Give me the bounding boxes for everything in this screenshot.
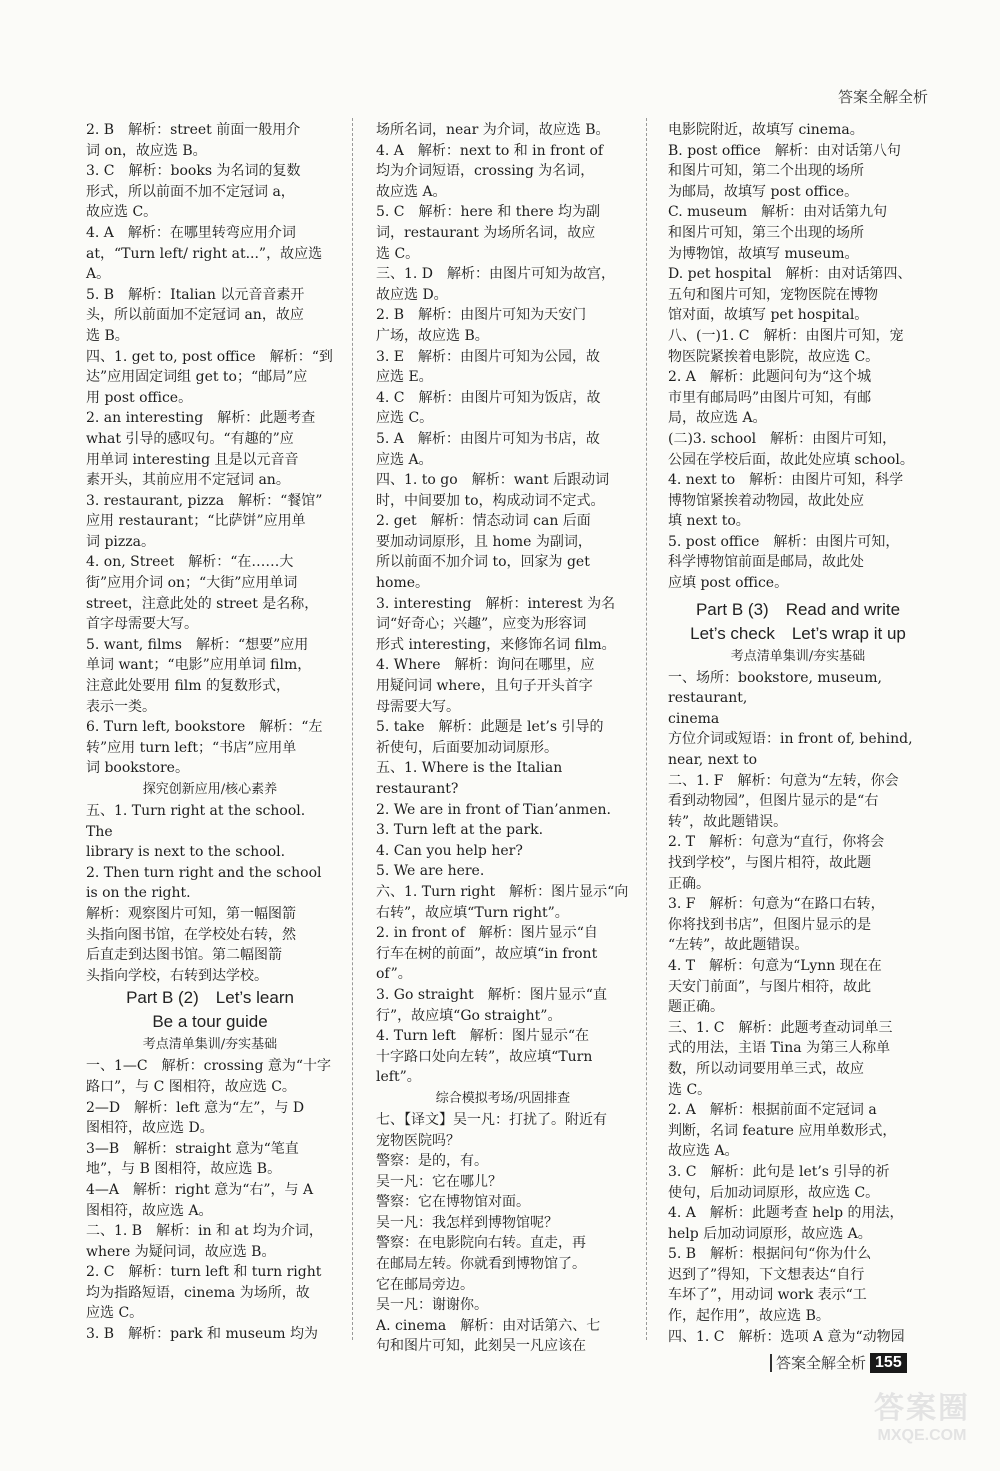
- answer-block: [86, 120, 334, 779]
- answer-line: 警察：在电影院向右转。直走，再: [376, 1235, 586, 1252]
- answer-line: 故应选 A。: [376, 183, 447, 200]
- answer-line: 吴一凡：谢谢你。: [376, 1297, 488, 1314]
- page-footer: [770, 1352, 907, 1373]
- answer-line: 词，restaurant 为场所名词，故应: [376, 224, 596, 241]
- answer-line: 4. A 解析：在哪里转弯应用介词: [86, 224, 296, 241]
- answer-block: [668, 668, 928, 1348]
- answer-line: 词“好奇心；兴趣”，应变为形容词: [376, 616, 587, 633]
- answer-line: 八、(一)1. C 解析：由图片可知，宠: [668, 327, 904, 344]
- answer-line: 式的用法，主语 Tina 为第三人称单: [668, 1040, 891, 1057]
- answer-line: 句和图片可知，此刻吴一凡应该在: [376, 1338, 586, 1355]
- column-left: [86, 120, 334, 1345]
- answer-line: 4. Where 解析：询问在哪里，应: [376, 657, 595, 674]
- answer-line: 3—B 解析：straight 意为“笔直: [86, 1140, 299, 1157]
- answer-line: 宠物医院吗？: [376, 1132, 460, 1149]
- answer-line: 所以前面不加介词 to，回家为 get: [376, 554, 590, 571]
- answer-line: 注意此处要用 film 的复数形式，: [86, 678, 290, 695]
- answer-line: 2. T 解析：句意为“直行，你将会: [668, 834, 885, 851]
- answer-line: 5. A 解析：由图片可知为书店，故: [376, 430, 600, 447]
- answer-line: 天安门前面”，与图片相符，故此: [668, 978, 872, 995]
- answer-line: 为博物馆，故填写 museum。: [668, 245, 859, 262]
- answer-line: 5. B 解析：Italian 以元音音素开: [86, 286, 305, 303]
- answer-line: 六、1. Turn right 解析：图片显示“向: [376, 883, 629, 900]
- answer-line: 右转”，故应填“Turn right”。: [376, 904, 569, 921]
- answer-line: 头指向学校，右转到达学校。: [86, 967, 268, 984]
- answer-line: 3. C 解析：此句是 let’s 引导的祈: [668, 1163, 890, 1180]
- answer-line: 选 C。: [376, 245, 420, 262]
- answer-block: [668, 120, 928, 594]
- answer-line: 和图片可知，第二个出现的场所: [668, 163, 864, 180]
- answer-line: 3. Go straight 解析：图片显示“直: [376, 986, 607, 1003]
- answer-line: 五句和图片可知，宠物医院在博物: [668, 286, 878, 303]
- answer-line: 吴一凡：我怎样到博物馆呢？: [376, 1214, 558, 1231]
- answer-line: 找到学校”，与图片相符，故此题: [668, 855, 872, 871]
- answer-line: 你将找到书店”，但图片显示的是: [668, 916, 872, 933]
- answer-line: 市里有邮局吗”由图片可知，有邮: [668, 389, 872, 406]
- page-header: 答案全解全析: [837, 89, 928, 106]
- answer-line: 三、1. D 解析：由图片可知为故宫，: [376, 266, 616, 283]
- answer-line: 2. B 解析：由图片可知为天安门: [376, 307, 587, 324]
- answer-block: [86, 801, 334, 986]
- answer-line: 4. next to 解析：由图片可知，科学: [668, 472, 904, 489]
- answer-line: 用 post office。: [86, 389, 193, 406]
- answer-line: where 为疑问词，故应选 B。: [86, 1243, 276, 1260]
- answer-line: 七、【译文】吴一凡：打扰了。附近有: [376, 1111, 607, 1128]
- answer-line: 一、1—C 解析：crossing 意为“十字: [86, 1058, 332, 1075]
- answer-line: D. pet hospital 解析：由对话第四、: [668, 266, 912, 283]
- answer-line: 2. We are in front of Tian’anmen.: [376, 801, 611, 818]
- answer-line: 词 pizza。: [86, 533, 155, 550]
- answer-line: 行”，故应填“Go straight”。: [376, 1007, 562, 1024]
- section-subtitle: 考点清单集训/夯实基础: [730, 648, 866, 664]
- answer-line: 形式 interesting，来修饰名词 film。: [376, 636, 616, 653]
- answer-line: 6. Turn left, bookstore 解析：“左: [86, 719, 323, 736]
- answer-line: 4. C 解析：由图片可知为饭店，故: [376, 389, 601, 406]
- answer-line: 首字母需要大写。: [86, 616, 198, 633]
- footer-label: 答案全解全析: [776, 1355, 867, 1372]
- answer-line: 二、1. B 解析：in 和 at 均为介词，: [86, 1223, 323, 1240]
- answer-line: 广场，故应选 B。: [376, 327, 489, 344]
- answer-line: help 后加动词原形，故应选 A。: [668, 1225, 872, 1242]
- answer-line: of”。: [376, 966, 412, 983]
- page-number: 155: [870, 1353, 907, 1373]
- answer-line: 使句，后加动词原形，故应选 C。: [668, 1184, 880, 1201]
- answer-line: 2. C 解析：turn left 和 turn right: [86, 1264, 322, 1281]
- answer-line: 局，故应选 A。: [668, 410, 767, 427]
- answer-line: 2. in front of 解析：图片显示“自: [376, 925, 598, 942]
- answer-line: 路口”，与 C 图相符，故应选 C。: [86, 1078, 296, 1095]
- answer-line: 吴一凡：它在哪儿？: [376, 1173, 502, 1190]
- section-title: Let’s check Let’s wrap it up: [690, 623, 906, 643]
- answer-line: 方位介词或短语：in front of, behind,: [668, 731, 913, 748]
- answer-line: 应选 E。: [376, 369, 433, 386]
- column-divider: [646, 118, 647, 1340]
- answer-line: 十字路口处向左转”，故应填“Turn left”。: [376, 1048, 593, 1086]
- answer-line: 5. want, films 解析：“想要”应用: [86, 636, 309, 653]
- answer-line: 要加动词原形，且 home 为副词，: [376, 533, 592, 550]
- answer-line: 用疑问词 where，且句子开头首字: [376, 678, 593, 695]
- answer-line: 4. Can you help her?: [376, 842, 523, 859]
- answer-line: 头，所以前面加不定冠词 an，故应: [86, 307, 304, 324]
- answer-line: 图相符，故应选 A。: [86, 1202, 213, 1219]
- answer-line: 头指向图书馆，在学校处右转，然: [86, 926, 296, 943]
- answer-line: 均为指路短语，cinema 为场所，故: [86, 1284, 310, 1301]
- answer-block: [376, 120, 630, 1088]
- answer-line: 公园在学校后面，故此处应填 school。: [668, 451, 914, 468]
- column-right: [668, 120, 928, 1347]
- answer-line: 判断，名词 feature 应用单数形式，: [668, 1122, 897, 1139]
- watermark-logo: 答案圈 MXQE.COM: [874, 1392, 970, 1444]
- answer-line: 后直走到达图书馆。第二幅图箭: [86, 947, 282, 964]
- answer-line: 素开头，其前应用不定冠词 an。: [86, 472, 290, 489]
- answer-line: 应选 C。: [376, 410, 434, 427]
- answer-line: 2. get 解析：情态动词 can 后面: [376, 513, 591, 530]
- answer-line: 用单词 interesting 且是以元音音: [86, 451, 299, 468]
- answer-line: 应用 restaurant；“比萨饼”应用单: [86, 513, 306, 530]
- section-title: Part B (3) Read and write: [695, 599, 901, 619]
- answer-line: 单词 want；“电影”应用单词 film，: [86, 657, 312, 674]
- section-title: Be a tour guide: [152, 1012, 268, 1032]
- answer-line: 5. C 解析：here 和 there 均为副: [376, 204, 601, 221]
- answer-line: A. cinema 解析：由对话第六、七: [376, 1317, 601, 1334]
- answer-line: “左转”，故此题错误。: [668, 937, 809, 954]
- answer-line: 2. B 解析：street 前面一般用介: [86, 122, 301, 138]
- answer-line: 它在邮局旁边。: [376, 1276, 474, 1293]
- answer-line: 4. Turn left 解析：图片显示“在: [376, 1028, 590, 1045]
- answer-line: 转”，故此题错误。: [668, 813, 788, 830]
- answer-line: 填 next to。: [668, 513, 750, 530]
- answer-line: 4—A 解析：right 意为“右”，与 A: [86, 1181, 314, 1198]
- answer-line: 5. We are here.: [376, 863, 485, 880]
- answer-line: (二)3. school 解析：由图片可知，: [668, 430, 897, 447]
- answer-line: 应选 A。: [376, 451, 433, 468]
- answer-line: 故应选 D。: [376, 286, 448, 303]
- answer-line: 表示一类。: [86, 698, 156, 715]
- answer-line: 一、场所：bookstore, museum, restaurant,: [668, 669, 882, 707]
- answer-line: 3. Turn left at the park.: [376, 822, 544, 839]
- answer-line: 二、1. F 解析：句意为“左转，你会: [668, 772, 899, 789]
- answer-line: 4. A 解析：此题考查 help 的用法，: [668, 1205, 904, 1222]
- answer-line: 和图片可知，第三个出现的场所: [668, 224, 864, 241]
- answer-line: C. museum 解析：由对话第九句: [668, 204, 888, 221]
- answer-line: 三、1. C 解析：此题考查动词单三: [668, 1019, 893, 1036]
- answer-line: 选 B。: [86, 327, 129, 344]
- answer-line: 3. C 解析：books 为名词的复数: [86, 163, 301, 180]
- answer-line: 看到动物园”，但图片显示的是“右: [668, 793, 879, 810]
- section-subtitle: 考点清单集训/夯实基础: [142, 1037, 278, 1053]
- answer-line: 5. B 解析：根据问句“你为什么: [668, 1246, 872, 1263]
- column-divider: [352, 118, 353, 1340]
- answer-line: is on the right.: [86, 885, 191, 902]
- answer-line: 在邮局左转。你就看到博物馆了。: [376, 1256, 586, 1273]
- answer-line: at，“Turn left/ right at...”，故应选 A。: [86, 245, 323, 283]
- answer-line: 5. take 解析：此题是 let’s 引导的: [376, 719, 604, 736]
- answer-line: 4. T 解析：句意为“Lynn 现在在: [668, 957, 882, 974]
- section-subtitle: 探究创新应用/核心素养: [142, 782, 278, 797]
- answer-line: 车坏了”，用动词 work 表示“工: [668, 1287, 867, 1304]
- answer-line: 达”应用固定词组 get to；“邮局”应: [86, 369, 308, 386]
- answer-line: 3. B 解析：park 和 museum 均为: [86, 1326, 318, 1343]
- answer-line: 2—D 解析：left 意为“左”，与 D: [86, 1099, 305, 1116]
- answer-line: 四、1. get to, post office 解析：“到: [86, 348, 333, 365]
- answer-line: 2. A 解析：根据前面不定冠词 a: [668, 1102, 877, 1119]
- answer-line: 母需要大写。: [376, 698, 460, 715]
- answer-line: 祈使句，后面要加动词原形。: [376, 739, 558, 756]
- answer-line: 时，中间要加 to，构成动词不定式。: [376, 492, 605, 509]
- answer-line: 警察：它在博物馆对面。: [376, 1194, 530, 1211]
- answer-line: 街”应用介词 on；“大街”应用单词: [86, 575, 298, 592]
- answer-line: 作，起作用”，故应选 B。: [668, 1308, 830, 1325]
- answer-line: home。: [376, 575, 430, 592]
- answer-line: 行车在树的前面”，故应填“in front: [376, 945, 598, 962]
- answer-line: 科学博物馆前面是邮局，故此处: [668, 554, 864, 571]
- answer-line: 5. post office 解析：由图片可知，: [668, 533, 900, 550]
- answer-line: cinema: [668, 710, 720, 727]
- answer-line: 四、1. C 解析：选项 A 意为“动物园: [668, 1328, 905, 1345]
- answer-line: 正确。: [668, 875, 710, 892]
- answer-line: 3. F 解析：句意为“在路口右转，: [668, 896, 885, 913]
- answer-line: library is next to the school.: [86, 844, 286, 861]
- answer-line: 五、1. Turn right at the school. The: [86, 803, 306, 840]
- answer-line: 场所名词，near 为介词，故应选 B。: [376, 122, 610, 138]
- answer-line: 解析：观察图片可知，第一幅图箭: [86, 905, 296, 922]
- column-middle: [376, 120, 630, 1357]
- answer-line: what 引导的感叹句。“有趣的”应: [86, 430, 294, 447]
- answer-line: 3. interesting 解析：interest 为名: [376, 595, 616, 612]
- answer-line: 应选 C。: [86, 1305, 144, 1322]
- answer-line: 故应选 A。: [668, 1143, 739, 1160]
- answer-line: 地”，与 B 图相符，故应选 B。: [86, 1161, 282, 1178]
- answer-line: 故应选 C。: [86, 204, 158, 221]
- answer-line: 4. on, Street 解析：“在……大: [86, 554, 294, 571]
- answer-line: 数，所以动词要用单三式，故应: [668, 1060, 864, 1077]
- answer-line: 馆对面，故填写 pet hospital。: [668, 307, 869, 324]
- answer-line: 四、1. to go 解析：want 后跟动词: [376, 472, 610, 489]
- answer-line: 电影院附近，故填写 cinema。: [668, 122, 864, 138]
- answer-line: 2. an interesting 解析：此题考查: [86, 410, 316, 427]
- answer-line: 博物馆紧挨着动物园，故此处应: [668, 492, 864, 509]
- answer-line: 图相符，故应选 D。: [86, 1120, 214, 1137]
- answer-line: 物医院紧挨着电影院，故应选 C。: [668, 348, 880, 365]
- answer-line: 3. restaurant, pizza 解析：“餐馆”: [86, 492, 323, 509]
- footer-bar: [770, 1354, 772, 1372]
- answer-line: near, next to: [668, 752, 758, 769]
- answer-line: 应填 post office。: [668, 575, 789, 592]
- answer-line: 题正确。: [668, 999, 724, 1016]
- answer-line: 4. A 解析：next to 和 in front of: [376, 142, 604, 159]
- answer-line: 形式，所以前面不加不定冠词 a，: [86, 183, 295, 200]
- answer-line: 为邮局，故填写 post office。: [668, 183, 859, 200]
- answer-block: [86, 1056, 334, 1344]
- answer-line: 2. Then turn right and the school: [86, 864, 322, 881]
- answer-line: B. post office 解析：由对话第八句: [668, 142, 901, 159]
- answer-line: 警察：是的，有。: [376, 1153, 488, 1170]
- section-subtitle: 综合模拟考场/巩固排查: [435, 1090, 571, 1106]
- answer-line: 2. A 解析：此题问句为“这个城: [668, 369, 872, 386]
- answer-line: 迟到了”得知，下文想表达“自行: [668, 1266, 865, 1283]
- answer-line: 均为介词短语，crossing 为名词，: [376, 163, 595, 180]
- answer-line: 词 bookstore。: [86, 760, 189, 777]
- answer-line: 转”应用 turn left；“书店”应用单: [86, 739, 297, 756]
- section-title: Part B (2) Let’s learn: [126, 988, 294, 1008]
- answer-line: 3. E 解析：由图片可知为公园，故: [376, 348, 601, 365]
- answer-line: 五、1. Where is the Italian restaurant?: [376, 760, 563, 797]
- answer-block: [376, 1110, 630, 1357]
- answer-line: street，注意此处的 street 是名称，: [86, 595, 319, 612]
- answer-line: 选 C。: [668, 1081, 712, 1098]
- answer-line: 词 on，故应选 B。: [86, 142, 207, 159]
